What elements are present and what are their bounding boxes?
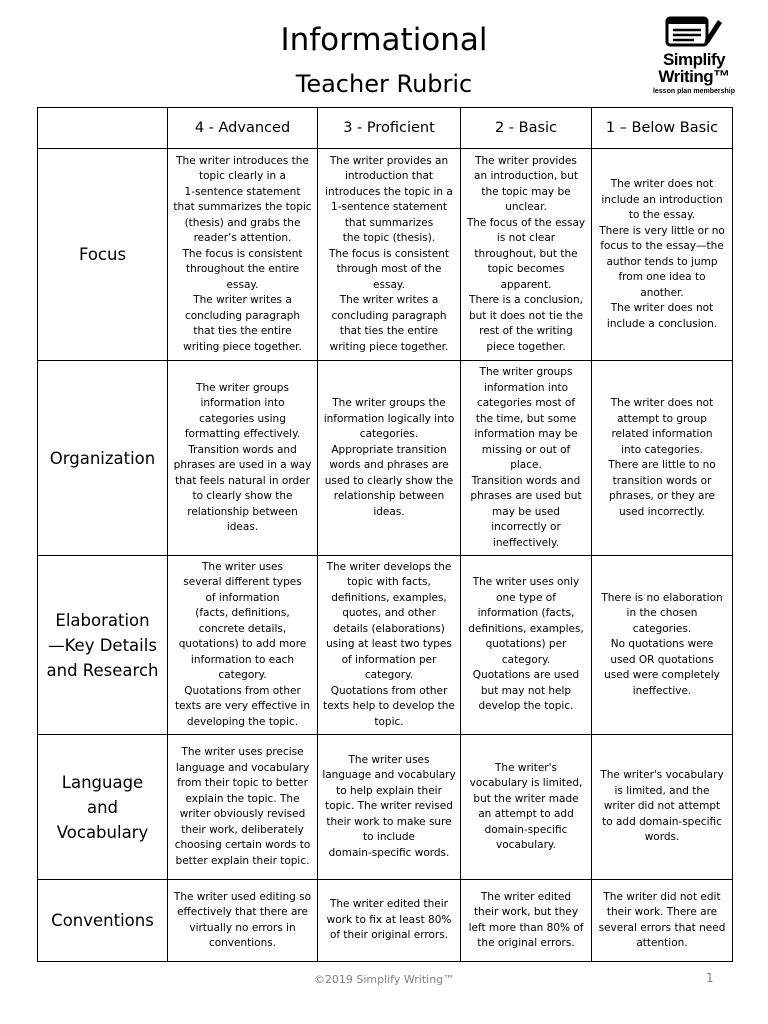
header-proficient: 3 - Proficient <box>318 108 461 149</box>
rubric-cell: The writer does not attempt to group related information into categories. There are little to no transition words or phrases, or they are used incorrectly. <box>592 361 733 556</box>
footer-copyright: ©2019 Simplify Writing™ <box>313 973 455 986</box>
rubric-cell: There is no elaboration in the chosen categories. No quotations were used OR quotations used were completely ineffective. <box>592 556 733 735</box>
header-advanced: 4 - Advanced <box>168 108 318 149</box>
rubric-cell: The writer groups the information logically into categories. Appropriate transition words and phrases are used to clearly show the relationship between ideas. <box>318 361 461 556</box>
category-label: Organization <box>38 361 168 556</box>
header-corner <box>38 108 168 149</box>
row-elaboration <box>38 556 733 735</box>
category-label: Language and Vocabulary <box>38 735 168 880</box>
rubric-table <box>37 107 733 962</box>
logo-name-line2: Writing™ <box>658 67 730 86</box>
rubric-cell: The writer used editing so effectively that there are virtually no errors in conventions. <box>168 880 318 962</box>
rubric-cell: The writer develops the topic with facts, definitions, examples, quotes, and other details (elaborations) using at least two types of information per category. Quotations from other texts help to develop the topic. <box>318 556 461 735</box>
rubric-cell: The writer's vocabulary is limited, but the writer made an attempt to add domain-specific vocabulary. <box>461 735 592 880</box>
rubric-cell: The writer uses language and vocabulary to help explain their topic. The writer revised their work to make sure to include domain-specific words. <box>318 735 461 880</box>
rubric-cell: The writer groups information into categories using formatting effectively. Transition words and phrases are used in a way that feels natural in order to clearly show the relationship between ideas. <box>168 361 318 556</box>
rubric-cell: The writer edited their work to fix at least 80% of their original errors. <box>318 880 461 962</box>
rubric-cell: The writer uses several different types of information (facts, definitions, concrete details, quotations) to add more information to each category. Quotations from other texts are very effective in developing the topic. <box>168 556 318 735</box>
row-language-vocabulary <box>38 735 733 880</box>
rubric-cell: The writer's vocabulary is limited, and the writer did not attempt to add domain-specific words. <box>592 735 733 880</box>
rubric-cell: The writer groups information into categories most of the time, but some information may be missing or out of place. Transition words and phrases are used but may be used incorrectly or ineffectively. <box>461 361 592 556</box>
document-subtitle: Teacher Rubric <box>295 70 473 98</box>
category-label: Elaboration —Key Details and Research <box>38 556 168 735</box>
row-organization <box>38 361 733 556</box>
header-row <box>38 108 733 149</box>
rubric-cell: The writer uses precise language and vocabulary from their topic to better explain the topic. The writer obviously revised their work, deliberately choosing certain words to better explain their topic. <box>168 735 318 880</box>
row-focus <box>38 149 733 361</box>
rubric-cell: The writer provides an introduction, but the topic may be unclear. The focus of the essay is not clear throughout, but the topic becomes apparent. There is a conclusion, but it does not tie the rest of the writing piece together. <box>461 149 592 361</box>
rubric-cell: The writer does not include an introduction to the essay. There is very little or no focus to the essay—the author tends to jump from one idea to another. The writer does not include a conclusion. <box>592 149 733 361</box>
logo-tagline: lesson plan membership <box>652 88 736 95</box>
document-title: Informational <box>280 22 488 58</box>
header-below-basic: 1 – Below Basic <box>592 108 733 149</box>
notepad-pencil-icon <box>664 14 724 48</box>
category-label: Conventions <box>38 880 168 962</box>
row-conventions <box>38 880 733 962</box>
category-label: Focus <box>38 149 168 361</box>
rubric-cell: The writer did not edit their work. There are several errors that need attention. <box>592 880 733 962</box>
rubric-cell: The writer uses only one type of information (facts, definitions, examples, quotations) per category. Quotations are used but may not help develop the topic. <box>461 556 592 735</box>
rubric-cell: The writer edited their work, but they left more than 80% of the original errors. <box>461 880 592 962</box>
logo-name-line1: Simplify <box>662 50 726 69</box>
rubric-cell: The writer introduces the topic clearly in a 1-sentence statement that summarizes the topic (thesis) and grabs the reader’s attention. The focus is consistent throughout the entire essay. The writer writes a concluding paragraph that ties the entire writing piece together. <box>168 149 318 361</box>
header-basic: 2 - Basic <box>461 108 592 149</box>
brand-logo <box>646 14 742 100</box>
rubric-cell: The writer provides an introduction that introduces the topic in a 1-sentence statement that summarizes the topic (thesis). The focus is consistent through most of the essay. The writer writes a concluding paragraph that ties the entire writing piece together. <box>318 149 461 361</box>
page-number: 1 <box>706 971 714 985</box>
